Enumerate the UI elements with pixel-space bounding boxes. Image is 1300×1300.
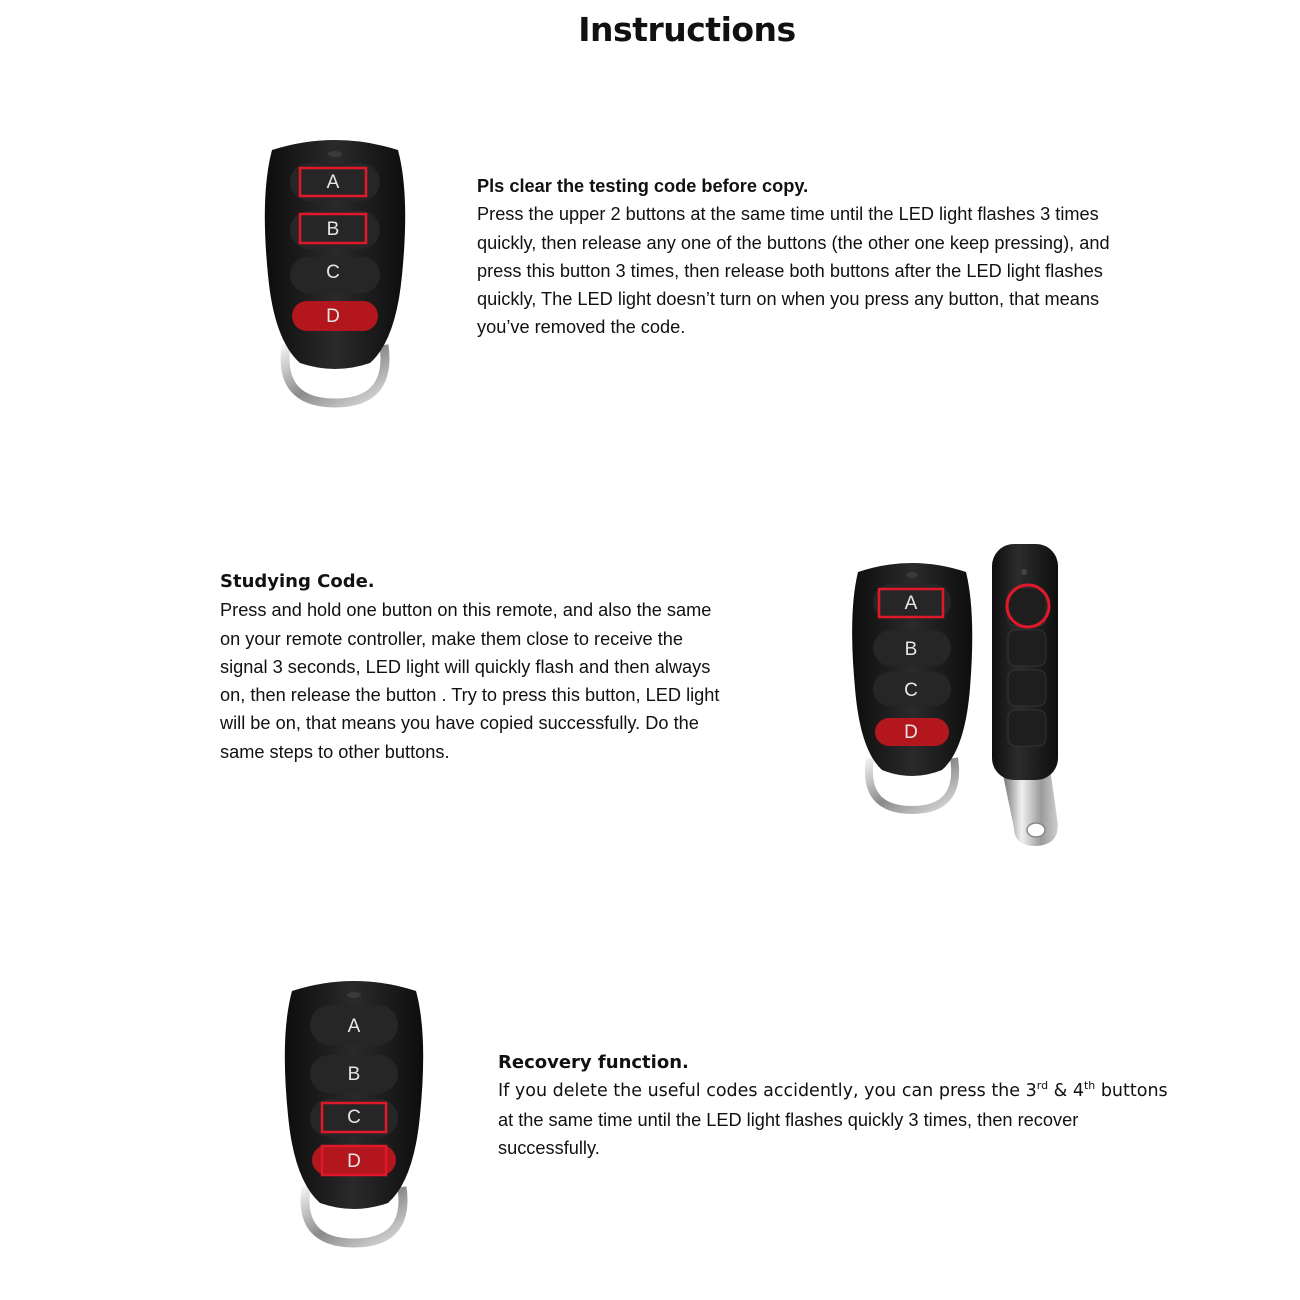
page-title: Instructions <box>578 10 796 49</box>
remote-fob-image <box>250 135 420 410</box>
remote-button-d: D <box>347 1151 361 1172</box>
remote-button-a: A <box>904 593 918 614</box>
remote-button-a: A <box>326 172 340 193</box>
section-text-line: Press the upper 2 buttons at the same time until the LED light flashes 3 times <box>477 204 1099 225</box>
section-text-line: will be on, that means you have copied successfully. Do the <box>220 713 699 734</box>
remote-fob-image <box>840 558 985 818</box>
section-text-line: you’ve removed the code. <box>477 317 686 338</box>
section-text-line: press this button 3 times, then release both buttons after the LED light flashes <box>477 260 1103 281</box>
section-text-line: Press and hold one button on this remote, and also the same <box>220 600 712 621</box>
remote-button-c: C <box>347 1107 361 1128</box>
section-text-line: same steps to other buttons. <box>220 741 450 762</box>
section-heading: Pls clear the testing code before copy. <box>477 176 809 196</box>
remote-button-c: C <box>326 262 340 283</box>
section-text-line: on your remote controller, make them close to receive the <box>220 628 683 649</box>
section-text-line: on, then release the button . Try to press this button, LED light <box>220 685 720 706</box>
remote-button-a: A <box>347 1016 361 1037</box>
section-recovery-function <box>498 1049 1168 1162</box>
section-text-line: at the same time until the LED light flashes quickly 3 times, then recover <box>498 1109 1079 1130</box>
section-text-line: signal 3 seconds, LED light will quickly flash and then always <box>220 656 711 677</box>
remote-button-b: B <box>326 219 340 240</box>
remote-fob-image <box>272 975 437 1250</box>
remote-button-d: D <box>904 722 918 743</box>
section-text-line: quickly, then release any one of the buttons (the other one keep pressing), and <box>477 232 1110 253</box>
section-heading: Studying Code. <box>220 571 375 592</box>
section-text-line: quickly, The LED light doesn’t turn on when you press any button, that means <box>477 289 1100 310</box>
remote-button-d: D <box>326 306 340 327</box>
section-clear-code <box>477 172 1110 342</box>
original-remote-image <box>988 540 1068 852</box>
remote-button-b: B <box>904 639 918 660</box>
section-studying-code <box>220 568 719 766</box>
section-text-line: If you delete the useful codes accidently, you can press the 3rd & 4th buttons <box>498 1079 1168 1102</box>
section-text-line: successfully. <box>498 1137 600 1158</box>
remote-button-c: C <box>904 680 918 701</box>
section-heading: Recovery function. <box>498 1052 689 1073</box>
remote-button-b: B <box>347 1064 361 1085</box>
